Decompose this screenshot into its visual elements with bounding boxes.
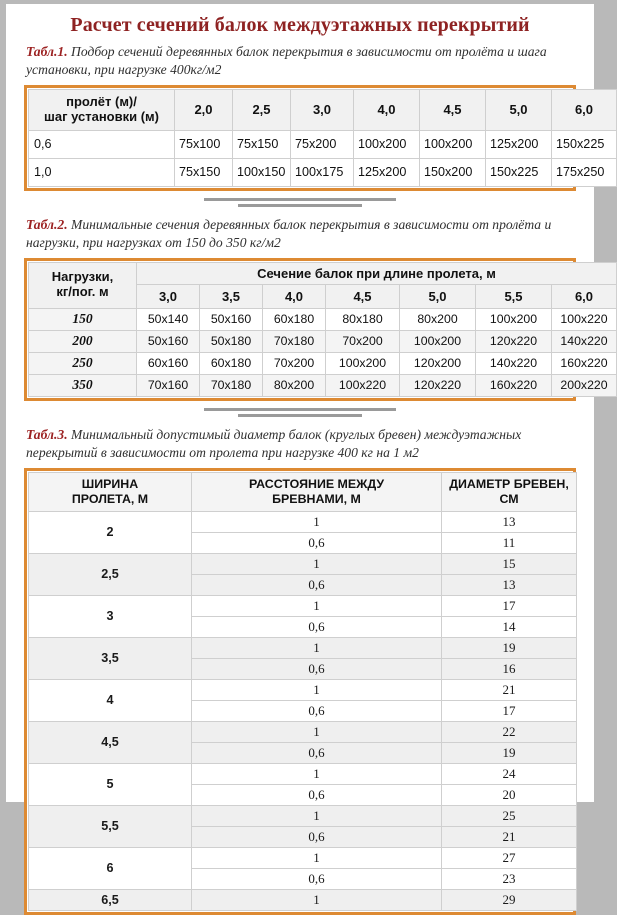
table2-cell: 100x220 — [552, 308, 617, 330]
table1-body — [29, 130, 617, 186]
table1-row-head: 0,6 — [29, 130, 175, 158]
table-row — [29, 805, 577, 826]
table3-col-header-spacing — [192, 472, 442, 511]
table3-header-line2: ПРОЛЕТА, М — [71, 491, 149, 506]
table3-span-width-cell: 4,5 — [29, 721, 192, 763]
table1-caption — [24, 43, 576, 79]
table3-diameter-cell: 29 — [442, 889, 577, 910]
table3-span-width-cell: 3,5 — [29, 637, 192, 679]
table2-col-header: 3,5 — [200, 284, 263, 308]
table3-spacing-cell: 0,6 — [192, 658, 442, 679]
table3-diameter-cell: 21 — [442, 826, 577, 847]
table3-diameter-cell: 22 — [442, 721, 577, 742]
table2-cell: 120x220 — [476, 330, 552, 352]
table3-col-header-span-width — [29, 472, 192, 511]
table2-row-head: 150 — [29, 308, 137, 330]
table2-stub-header — [29, 262, 137, 308]
table2-cell: 120x200 — [400, 352, 476, 374]
separator-line-long — [204, 408, 396, 411]
page-title: Расчет сечений балок междуэтажных перекрытий — [70, 14, 530, 36]
table2-cell: 60x160 — [137, 352, 200, 374]
table3-spacing-cell: 0,6 — [192, 826, 442, 847]
table3-spacing-cell: 0,6 — [192, 868, 442, 889]
table2-cell: 100x200 — [326, 352, 400, 374]
table1-corner-header — [29, 89, 175, 130]
table3-spacing-cell: 1 — [192, 805, 442, 826]
table3-diameter-cell: 21 — [442, 679, 577, 700]
table1-col-header: 6,0 — [552, 89, 617, 130]
table2-cell: 140x220 — [552, 330, 617, 352]
table-row — [29, 330, 617, 352]
table2-cell: 140x220 — [476, 352, 552, 374]
table2-header-row-1 — [29, 262, 617, 284]
table1-col-header: 3,0 — [291, 89, 354, 130]
table-row — [29, 637, 577, 658]
table3-spacing-cell: 1 — [192, 679, 442, 700]
table1-corner-line2: шаг установки (м) — [44, 108, 159, 124]
table-row — [29, 374, 617, 396]
table1-cell: 100x175 — [291, 158, 354, 186]
table1-cell: 75x100 — [175, 130, 233, 158]
table3-diameter-cell: 19 — [442, 637, 577, 658]
table1-frame — [24, 85, 605, 191]
table1-cell: 100x200 — [420, 130, 486, 158]
table2-cell: 50x160 — [200, 308, 263, 330]
table3-diameter-cell: 16 — [442, 658, 577, 679]
table2-head — [29, 262, 617, 308]
table2-row-head: 350 — [29, 374, 137, 396]
table1 — [28, 89, 617, 187]
separator-2 — [24, 401, 576, 426]
table-row — [29, 511, 577, 532]
table3-caption-label: Табл.3. — [26, 426, 68, 442]
table3-header-line1: ДИАМЕТР БРЕВЕН, — [449, 476, 569, 491]
table2-stub-line1: Нагрузки, — [51, 269, 114, 285]
table3-spacing-cell: 1 — [192, 511, 442, 532]
table-row — [29, 595, 577, 616]
table3-diameter-cell: 25 — [442, 805, 577, 826]
table3-spacing-cell: 0,6 — [192, 700, 442, 721]
table3-body — [29, 511, 577, 910]
table2-cell: 70x180 — [263, 330, 326, 352]
table2-cell: 60x180 — [263, 308, 326, 330]
table3-spacing-cell: 0,6 — [192, 742, 442, 763]
table2-span-header: Сечение балок при длине пролета, м — [137, 262, 617, 284]
table-row — [29, 889, 577, 910]
table-row — [29, 763, 577, 784]
table2 — [28, 262, 617, 397]
table2-cell: 80x200 — [263, 374, 326, 396]
table3-spacing-cell: 1 — [192, 847, 442, 868]
table3-diameter-cell: 15 — [442, 553, 577, 574]
table3-spacing-cell: 1 — [192, 889, 442, 910]
separator-line-long — [204, 198, 396, 201]
table3 — [28, 472, 577, 911]
table3-diameter-cell: 17 — [442, 595, 577, 616]
table3-diameter-cell: 14 — [442, 616, 577, 637]
table3-caption — [24, 426, 576, 462]
table3-diameter-cell: 17 — [442, 700, 577, 721]
table-row — [29, 158, 617, 186]
table2-frame — [24, 258, 608, 401]
table2-row-head: 200 — [29, 330, 137, 352]
table3-caption-text: Минимальный допустимый диаметр балок (круглых бревен) междуэтажных перекрытий в зависимости от пролета при нагрузке 400 кг на 1 м2 — [26, 426, 522, 460]
table2-row-head: 250 — [29, 352, 137, 374]
table3-span-width-cell: 4 — [29, 679, 192, 721]
table-row — [29, 847, 577, 868]
table2-cell: 60x180 — [200, 352, 263, 374]
table2-cell: 80x200 — [400, 308, 476, 330]
table1-corner-line1: пролёт (м)/ — [66, 94, 137, 110]
table3-spacing-cell: 0,6 — [192, 532, 442, 553]
table2-cell: 70x200 — [326, 330, 400, 352]
table2-cell: 70x180 — [200, 374, 263, 396]
table3-spacing-cell: 1 — [192, 763, 442, 784]
table1-cell: 75x150 — [233, 130, 291, 158]
table3-spacing-cell: 0,6 — [192, 784, 442, 805]
table3-diameter-cell: 13 — [442, 574, 577, 595]
table3-header-line2: СМ — [499, 491, 519, 506]
table-row — [29, 553, 577, 574]
table2-cell: 50x160 — [137, 330, 200, 352]
table1-cell: 100x200 — [354, 130, 420, 158]
table2-cell: 70x200 — [263, 352, 326, 374]
table2-cell: 160x220 — [552, 352, 617, 374]
table2-cell: 100x200 — [476, 308, 552, 330]
table2-body — [29, 308, 617, 396]
table2-col-header: 4,0 — [263, 284, 326, 308]
table3-spacing-cell: 0,6 — [192, 616, 442, 637]
table1-cell: 125x200 — [486, 130, 552, 158]
table1-cell: 75x200 — [291, 130, 354, 158]
table2-col-header: 3,0 — [137, 284, 200, 308]
table3-diameter-cell: 23 — [442, 868, 577, 889]
table-row — [29, 679, 577, 700]
table1-cell: 175x250 — [552, 158, 617, 186]
table3-diameter-cell: 11 — [442, 532, 577, 553]
table2-caption-text: Минимальные сечения деревянных балок перекрытия в зависимости от пролёта и нагрузки, при нагрузках от 150 до 350 кг/м2 — [26, 216, 552, 250]
table3-span-width-cell: 5 — [29, 763, 192, 805]
table-row — [29, 352, 617, 374]
table1-cell: 150x225 — [486, 158, 552, 186]
table1-row-head: 1,0 — [29, 158, 175, 186]
table2-cell: 160x220 — [476, 374, 552, 396]
table3-diameter-cell: 24 — [442, 763, 577, 784]
table2-cell: 100x200 — [400, 330, 476, 352]
table2-stub-line2: кг/пог. м — [56, 284, 109, 300]
separator-line-short — [238, 204, 362, 207]
table2-cell: 200x220 — [552, 374, 617, 396]
table3-spacing-cell: 1 — [192, 553, 442, 574]
document-body — [6, 4, 608, 915]
table3-header-line1: РАССТОЯНИЕ МЕЖДУ — [248, 476, 385, 491]
table1-cell: 100x150 — [233, 158, 291, 186]
table2-col-header: 6,0 — [552, 284, 617, 308]
table1-col-header: 5,0 — [486, 89, 552, 130]
table3-span-width-cell: 6,5 — [29, 889, 192, 910]
table-row — [29, 130, 617, 158]
table2-col-header: 5,5 — [476, 284, 552, 308]
table3-spacing-cell: 1 — [192, 595, 442, 616]
table3-header-row — [29, 472, 577, 511]
table1-col-header: 2,5 — [233, 89, 291, 130]
table1-cell: 150x225 — [552, 130, 617, 158]
table3-spacing-cell: 1 — [192, 721, 442, 742]
document-page — [6, 4, 608, 907]
table1-cell: 75x150 — [175, 158, 233, 186]
separator-line-short — [238, 414, 362, 417]
table3-spacing-cell: 1 — [192, 637, 442, 658]
table2-cell: 80x180 — [326, 308, 400, 330]
table1-header-row — [29, 89, 617, 130]
table1-col-header: 4,5 — [420, 89, 486, 130]
table3-diameter-cell: 27 — [442, 847, 577, 868]
table3-span-width-cell: 2 — [29, 511, 192, 553]
table3-diameter-cell: 13 — [442, 511, 577, 532]
table3-col-header-diameter — [442, 472, 577, 511]
separator-1 — [24, 191, 576, 216]
table-row — [29, 308, 617, 330]
table1-head — [29, 89, 617, 130]
table3-header-line2: БРЕВНАМИ, М — [272, 491, 361, 506]
table1-caption-label: Табл.1. — [26, 44, 68, 59]
table1-col-header: 4,0 — [354, 89, 420, 130]
table1-cell: 125x200 — [354, 158, 420, 186]
table3-header-line1: ШИРИНА — [81, 476, 139, 491]
table2-cell: 120x220 — [400, 374, 476, 396]
table3-span-width-cell: 5,5 — [29, 805, 192, 847]
table2-caption — [24, 216, 576, 252]
table2-cell: 50x180 — [200, 330, 263, 352]
table3-frame — [24, 468, 576, 915]
table3-span-width-cell: 6 — [29, 847, 192, 889]
table2-cell: 70x160 — [137, 374, 200, 396]
table2-col-header: 5,0 — [400, 284, 476, 308]
table2-col-header: 4,5 — [326, 284, 400, 308]
table3-head — [29, 472, 577, 511]
table-row — [29, 721, 577, 742]
table3-span-width-cell: 3 — [29, 595, 192, 637]
table3-diameter-cell: 19 — [442, 742, 577, 763]
table3-diameter-cell: 20 — [442, 784, 577, 805]
table2-caption-label: Табл.2. — [26, 216, 68, 232]
table3-spacing-cell: 0,6 — [192, 574, 442, 595]
table2-cell: 50x140 — [137, 308, 200, 330]
table2-cell: 100x220 — [326, 374, 400, 396]
table1-cell: 150x200 — [420, 158, 486, 186]
table3-span-width-cell: 2,5 — [29, 553, 192, 595]
table1-col-header: 2,0 — [175, 89, 233, 130]
table1-caption-text: Подбор сечений деревянных балок перекрытия в зависимости от пролёта и шага установки, при нагрузке 400кг/м2 — [26, 44, 547, 77]
